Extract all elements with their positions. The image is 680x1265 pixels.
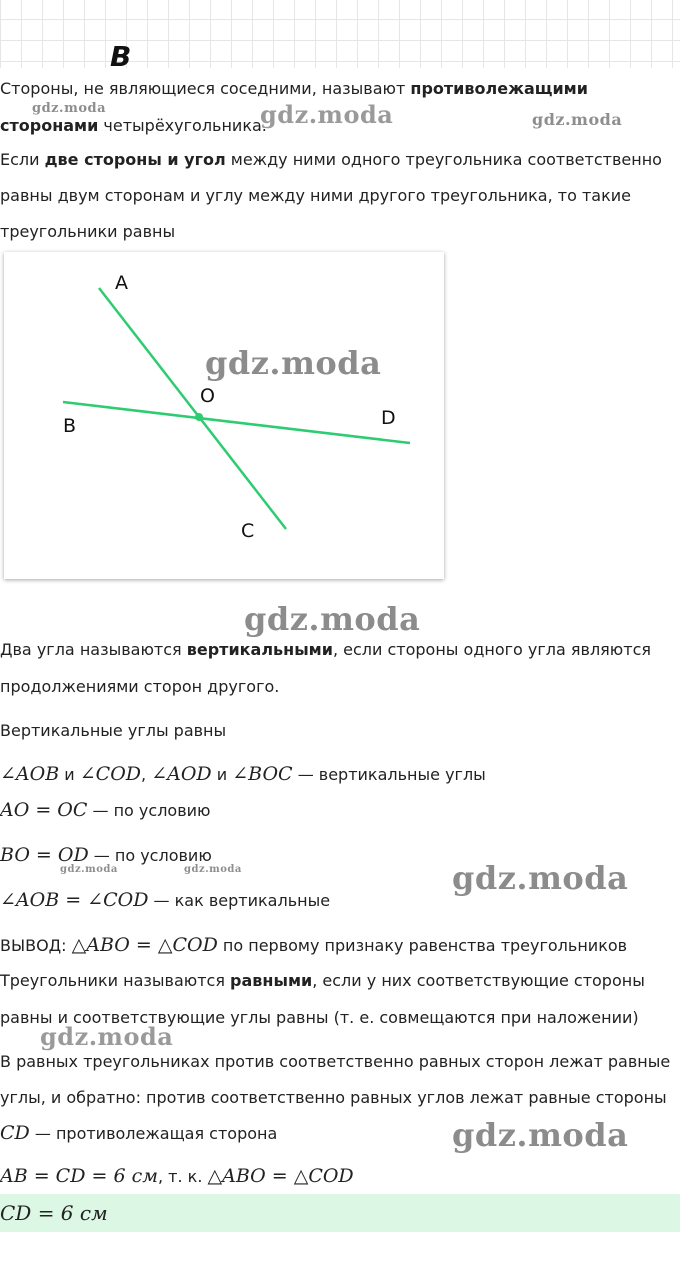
figure-svg xyxy=(4,252,444,579)
paragraph-equal-line2: равны и соответствующие углы равны (т. е. совмещаются при наложении) xyxy=(0,1008,639,1027)
paragraph-vertical-line1: Два угла называются вертикальными, если стороны одного угла являются xyxy=(0,640,652,659)
paragraph-equal-prop-line2: углы, и обратно: против соответственно равных углов лежат равные стороны xyxy=(0,1088,667,1107)
paragraph-sas-line3: треугольники равны xyxy=(0,222,176,241)
label-d: D xyxy=(381,407,396,429)
step-ao-oc: AO = OC — по условию xyxy=(0,799,211,821)
watermark: gdz.moda xyxy=(260,100,394,129)
paragraph-sas-line2: равны двум сторонам и углу между ними другого треугольника, то такие xyxy=(0,186,631,205)
paragraph-equal-prop-line1: В равных треугольниках против соответственно равных сторон лежат равные xyxy=(0,1052,671,1071)
step-bo-od: BO = OD — по условию xyxy=(0,844,212,866)
watermark: gdz.moda xyxy=(244,600,421,638)
answer-text: CD = 6 см xyxy=(0,1201,108,1225)
watermark: gdz.moda xyxy=(452,859,629,897)
geometry-figure xyxy=(4,252,444,579)
variant-letter: В xyxy=(110,40,132,73)
label-o: O xyxy=(200,385,215,407)
point-o xyxy=(195,413,203,421)
paragraph-sas-line1: Если две стороны и угол между ними одного треугольника соответственно xyxy=(0,150,662,169)
step-ab-cd: AB = CD = 6 см, т. к. △ABO = △COD xyxy=(0,1165,354,1187)
paragraph-equal-line1: Треугольники называются равными, если у них соответствующие стороны xyxy=(0,971,645,990)
step-opposite-side: CD — противолежащая сторона xyxy=(0,1122,278,1144)
step-vertical-angles: ∠AOB и ∠COD, ∠AOD и ∠BOC — вертикальные углы xyxy=(0,763,486,785)
paragraph-opposite-sides-line2: сторонами четырёхугольника. xyxy=(0,116,267,135)
paragraph-vertical-line2: продолжениями сторон другого. xyxy=(0,677,280,696)
label-a: A xyxy=(115,272,128,294)
watermark: gdz.moda xyxy=(60,864,118,875)
watermark: gdz.moda xyxy=(452,1116,629,1154)
step-angles-equal: ∠AOB = ∠COD — как вертикальные xyxy=(0,889,331,911)
step-conclusion: ВЫВОД: △ABO = △COD по первому признаку равенства треугольников xyxy=(0,934,628,956)
watermark: gdz.moda xyxy=(184,864,242,875)
watermark: gdz.moda xyxy=(32,101,107,116)
grid-header xyxy=(0,0,680,68)
paragraph-vertical-equal: Вертикальные углы равны xyxy=(0,721,227,740)
label-c: C xyxy=(241,520,255,542)
line-bd xyxy=(63,402,410,443)
paragraph-opposite-sides-line1: Стороны, не являющиеся соседними, называют противолежащими xyxy=(0,79,588,98)
watermark: gdz.moda xyxy=(532,110,623,129)
watermark: gdz.moda xyxy=(40,1022,174,1051)
label-b: B xyxy=(63,415,77,437)
watermark: gdz.moda xyxy=(205,344,382,382)
